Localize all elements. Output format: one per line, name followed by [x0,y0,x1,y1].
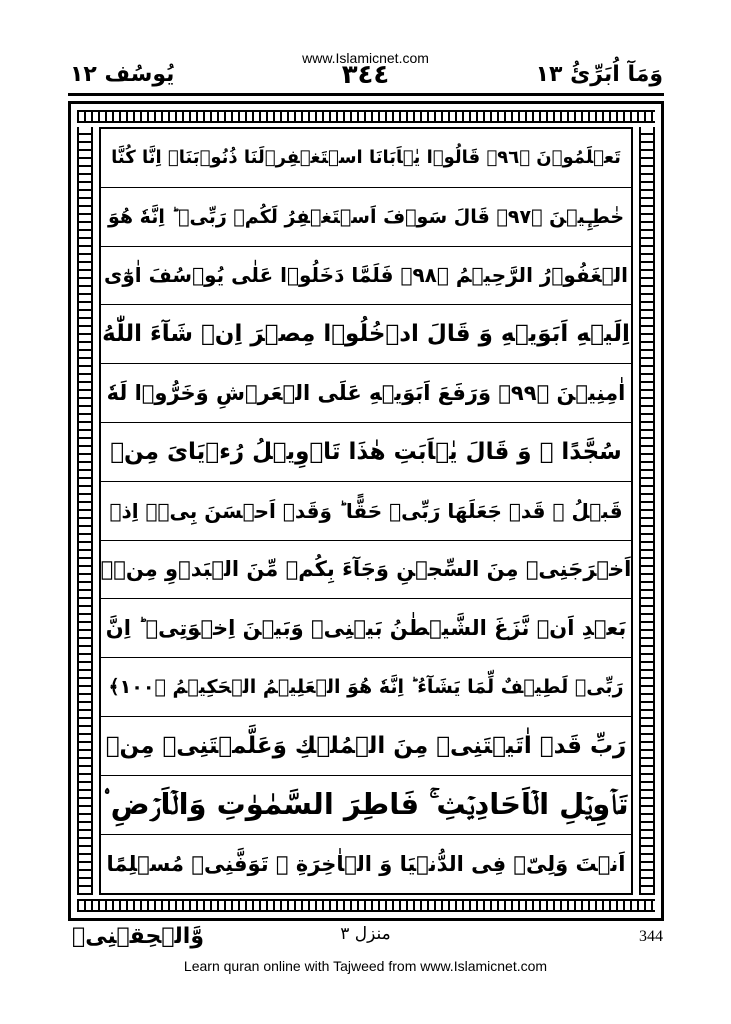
verse-line: رَبِّىۡ لَطِيۡفٌ لِّمَا يَشَآءُ ؕ اِنَّهٗ هُوَ الۡعَلِيۡمُ الۡحَكِيۡمُ ﴿١٠٠﴾ [101,658,631,717]
decorative-border-left [77,127,93,895]
decorative-border-bottom [77,899,655,912]
manzil-label: منزل ٣ [340,924,391,944]
verse-line: سُجَّدًا ۚ وَ قَالَ يٰۤاَبَتِ هٰذَا تَاۡوِيۡلُ رُءۡيَاىَ مِنۡ [101,423,631,482]
website-header[interactable]: www.Islamicnet.com [302,50,429,66]
verse-line: اَخۡرَجَنِىۡ مِنَ السِّجۡنِ وَجَآءَ بِكُمۡ مِّنَ الۡبَدۡوِ مِنۡۢ [101,541,631,600]
decorative-border-top [77,110,655,123]
verse-line: تَاۡوِيۡلِ الۡاَحَادِيۡثِ ۚ فَاطِرَ السَّمٰوٰتِ وَالۡاَرۡضِ ۟ [101,776,631,835]
verse-text-area [99,127,633,895]
juz-name: وَمَآ اُبَرِّئُ ١٣ [535,62,663,87]
page-frame [68,101,664,921]
footer-tagline[interactable]: Learn quran online with Tajweed from www.Islamicnet.com [183,958,548,974]
header-rule [68,93,664,96]
verse-line: تَعۡلَمُوۡنَ ﴿٩٦﴾ قَالُوۡا يٰۤاَبَانَا اسۡتَغۡفِرۡلَنَا ذُنُوۡبَنَاۤ اِنَّا كُنَّا [101,129,631,188]
verse-line: قَبۡلُ ۫ قَدۡ جَعَلَهَا رَبِّىۡ حَقًّا ؕ وَقَدۡ اَحۡسَنَ بِىۡۤ اِذۡ [101,482,631,541]
verse-line: بَعۡدِ اَنۡ نَّزَغَ الشَّيۡطٰنُ بَيۡنِىۡ وَبَيۡنَ اِخۡوَتِىۡ ؕ اِنَّ [101,599,631,658]
verse-line: اٰمِنِيۡنَ ﴿٩٩﴾ وَرَفَعَ اَبَوَيۡهِ عَلَى الۡعَرۡشِ وَخَرُّوۡا لَهٗ [101,364,631,423]
surah-name: يُوسُف ١٢ [70,62,175,87]
verse-line: اِلَيۡهِ اَبَوَيۡهِ وَ قَالَ ادۡخُلُوۡا مِصۡرَ اِنۡ شَآءَ اللّٰهُ [101,305,631,364]
verse-line: رَبِّ قَدۡ اٰتَيۡتَنِىۡ مِنَ الۡمُلۡكِ وَعَلَّمۡتَنِىۡ مِنۡ [101,717,631,776]
decorative-border-right [639,127,655,895]
verse-line: خٰطِـِٕيۡنَ ﴿٩٧﴾ قَالَ سَوۡفَ اَسۡتَغۡفِرُ لَكُمۡ رَبِّىۡ ؕ اِنَّهٗ هُوَ [101,188,631,247]
page-number: 344 [639,928,663,945]
page-number-arabic: ٣٤٤ [341,60,390,90]
catchword: وَّالۡحِقۡنِىۡ [72,924,205,949]
verse-line: الۡغَفُوۡرُ الرَّحِيۡمُ ﴿٩٨﴾ فَلَمَّا دَخَلُوۡا عَلٰى يُوۡسُفَ اٰوٰٓى [101,247,631,306]
verse-line: اَنۡتَ وَلِىّٖ فِى الدُّنۡيَا وَ الۡاٰخِرَةِ ۚ تَوَفَّنِىۡ مُسۡلِمًا [106,851,626,876]
